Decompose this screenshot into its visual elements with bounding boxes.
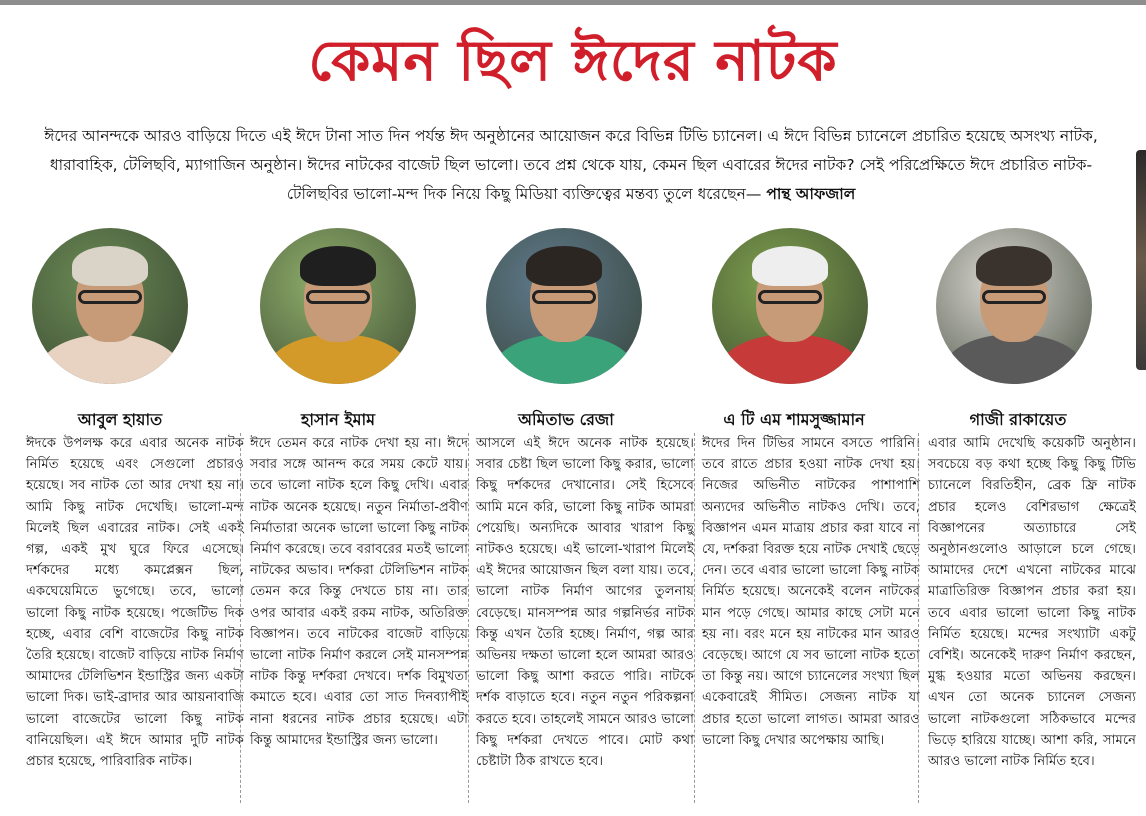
portrait-hair [976, 246, 1052, 286]
portrait-glasses [982, 290, 1046, 304]
portrait-hair [72, 246, 148, 286]
top-rule [0, 0, 1146, 5]
person-name: এ টি এম শামসুজ্জামান [723, 410, 865, 429]
person-comment: আসলে এই ঈদে অনেক নাটক হয়েছে। সবার চেষ্টা ছিল ভালো কিছু করার, ভালো কিছু দর্শকদের দেখানোর। সেই হিসেবে আমি মনে করি, ভালো কিছু নাটক আমরা পেয়েছি। অন্যদিকে আবার খারাপ কিছু নাটকও হয়েছে। এই ভালো-খারাপ মিলেই এই ঈদের আয়োজন ছিল বলা যায়। তবে, ভালো নাটক নির্মাণ আগের তুলনায় বেড়েছে। মানসম্পন্ন আর গল্পনির্ভর নাটক কিন্তু এখন তৈরি হচ্ছে। নির্মাণ, গল্প আর অভিনয় দক্ষতা ভালো হলে আমরা আরও ভালো কিছু আশা করতে পারি। নাটকে দর্শক বাড়াতে হবে। নতুন নতুন পরিকল্পনা করতে হবে। তাহলেই সামনে আরও ভালো কিছু দর্শকরা দেখতে পাবে। মোট কথা চেষ্টাটা ঠিক রাখতে হবে। [476, 436, 694, 770]
person-comment: ঈদকে উপলক্ষ করে এবার অনেক নাটক নির্মিত হয়েছে এবং সেগুলো প্রচারও হয়েছে। সব নাটক তো আর দেখা হয় না। আমি কিছু নাটক দেখেছি। ভালো-মন্দ মিলেই ছিল এবারের নাটক। সেই একই গল্প, একই মুখ ঘুরে ফিরে এসেছে। দর্শকদের মধ্যে কমপ্লেক্সন ছিল, একঘেয়েমিতে ভুগেছে। তবে, ভালো ভালো কিছু নাটক হয়েছে। পজেটিভ দিক হচ্ছে, এবার বেশি বাজেটের কিছু নাটক তৈরি হয়েছে। বাজেট বাড়িয়ে নাটক নির্মাণ আমাদের টেলিভিশন ইন্ডাস্ট্রির জন্য একটা ভালো দিক। ভাই-ব্রাদার আর আয়নাবাজি ভালো বাজেটের ভালো কিছু নাটক বানিয়েছিল। এই ঈদে আমার দুটি নাটক প্রচার হয়েছে, পারিবারিক নাটক। [26, 436, 244, 770]
intro-text: ঈদের আনন্দকে আরও বাড়িয়ে দিতে এই ঈদে টানা সাত দিন পর্যন্ত ঈদ অনুষ্ঠানের আয়োজন করে বিভিন্ন টিভি চ্যানেল। এ ঈদে বিভিন্ন চ্যানেলে প্রচারিত হয়েছে অসংখ্য নাটক, ধারাবাহিক, টেলিছবি, ম্যাগাজিন অনুষ্ঠান। ঈদের নাটকের বাজেট ছিল ভালো। তবে প্রশ্ন থেকে যায়, কেমন ছিল এবারের ঈদের নাটক? সেই পরিপ্রেক্ষিতে ঈদে প্রচারিত নাটক-টেলিছবির ভালো-মন্দ দিক নিয়ে কিছু মিডিয়া ব্যক্তিত্বের মন্তব্য তুলে ধরেছেন— [44, 127, 1098, 203]
portrait-hair [752, 246, 828, 286]
portrait-glasses [758, 290, 822, 304]
portrait-hair [526, 246, 602, 286]
person-name: আবুল হায়াত [77, 410, 163, 429]
person-comment: এবার আমি দেখেছি কয়েকটি অনুষ্ঠান। সবচেয়ে বড় কথা হচ্ছে কিছু কিছু টিভি চ্যানেলে বিরতিহীন, ব্রেক ফ্রি নাটক প্রচার হলেও বেশিরভাগ ক্ষেত্রেই বিজ্ঞাপনের অত্যাচারে সেই অনুষ্ঠানগুলোও আড়ালে চলে গেছে। আমাদের দেশে এখনো নাটকের মাঝে মাত্রাতিরিক্ত বিজ্ঞাপন প্রচার করা হয়। তবে এবার ভালো ভালো কিছু নাটক নির্মিত হয়েছে। মন্দের সংখ্যাটা একটু বেশিই। অনেকেই দারুণ নির্মাণ করছেন, মুগ্ধ হওয়ার মতো অভিনয় করছেন। এখন তো অনেক চ্যানেল সেজন্য ভালো নাটকগুলো সঠিকভাবে মন্দের ভিড়ে হারিয়ে যাচ্ছে। আশা করি, সামনে আরও ভালো নাটক নির্মিত হবে। [928, 436, 1136, 770]
person-name: হাসান ইমাম [300, 410, 376, 429]
person-name: গাজী রাকায়েত [969, 410, 1067, 429]
portrait-glasses [532, 290, 596, 304]
portrait-glasses [306, 290, 370, 304]
author-name: পান্থ আফজাল [766, 185, 856, 203]
column-divider [468, 433, 469, 803]
person-name: অমিতাভ রেজা [518, 410, 614, 429]
portrait-5 [936, 228, 1092, 384]
person-comment: ঈদের দিন টিভির সামনে বসতে পারিনি। তবে রাতে প্রচার হওয়া নাটক দেখা হয়। নিজের অভিনীত নাটকের পাশাপাশি অন্যদের অভিনীত নাটকও দেখি। তবে, বিজ্ঞাপন এমন মাত্রায় প্রচার করা যাবে না যে, দর্শকরা বিরক্ত হয়ে নাটক দেখাই ছেড়ে দেন। তবে এবার ভালো ভালো কিছু নাটক নির্মিত হয়েছে। অনেকেই বলেন নাটকের মান পড়ে গেছে। আমার কাছে সেটা মনে হয় না। বরং মনে হয় নাটকের মান আরও বেড়েছে। আগে যে সব ভালো নাটক হতো তা কিন্তু নয়। আগে চ্যানেলের সংখ্যা ছিল একেবারেই সীমিত। সেজন্য নাটক যা প্রচার হতো ভালো লাগত। আমরা আরও ভালো কিছু দেখার অপেক্ষায় আছি। [702, 436, 920, 748]
column-divider [694, 433, 695, 803]
column-divider [240, 433, 241, 803]
column-divider [918, 433, 919, 803]
person-comment: ঈদে তেমন করে নাটক দেখা হয় না। ঈদে সবার সঙ্গে আনন্দ করে সময় কেটে যায়। তবে ভালো নাটক হলে কিছু দেখি। এবার নাটক অনেক হয়েছে। নতুন নির্মাতা-প্রবীণ নির্মাতারা অনেক ভালো ভালো কিছু নাটক নির্মাণ করেছে। তবে বরাবরের মতই ভালো নাটকের অভাব। দর্শকরা টেলিভিশন নাটক তেমন করে কিন্তু দেখতে চায় না। তার ওপর আবার একই রকম নাটক, অতিরিক্ত বিজ্ঞাপন। তবে নাটকের বাজেট বাড়িয়ে ভালো নাটক নির্মাণ করলে সেই মানসম্পন্ন নাটক কিন্তু দর্শকরা দেখবে। দর্শক বিমুখতা কমাতে হবে। এবার তো সাত দিনব্যাপীই নানা ধরনের নাটক প্রচার হয়েছে। এটা কিন্তু আমাদের ইন্ডাস্ট্রির জন্য ভালো। [250, 436, 468, 748]
portrait-4 [712, 228, 868, 384]
portrait-2 [260, 228, 416, 384]
portrait-glasses [78, 290, 142, 304]
portrait-hair [300, 246, 376, 286]
intro-paragraph [40, 122, 1102, 209]
portrait-3 [486, 228, 642, 384]
portrait-1 [32, 228, 188, 384]
headline: কেমন ছিল ঈদের নাটক [308, 29, 838, 94]
people-section [0, 228, 1146, 816]
